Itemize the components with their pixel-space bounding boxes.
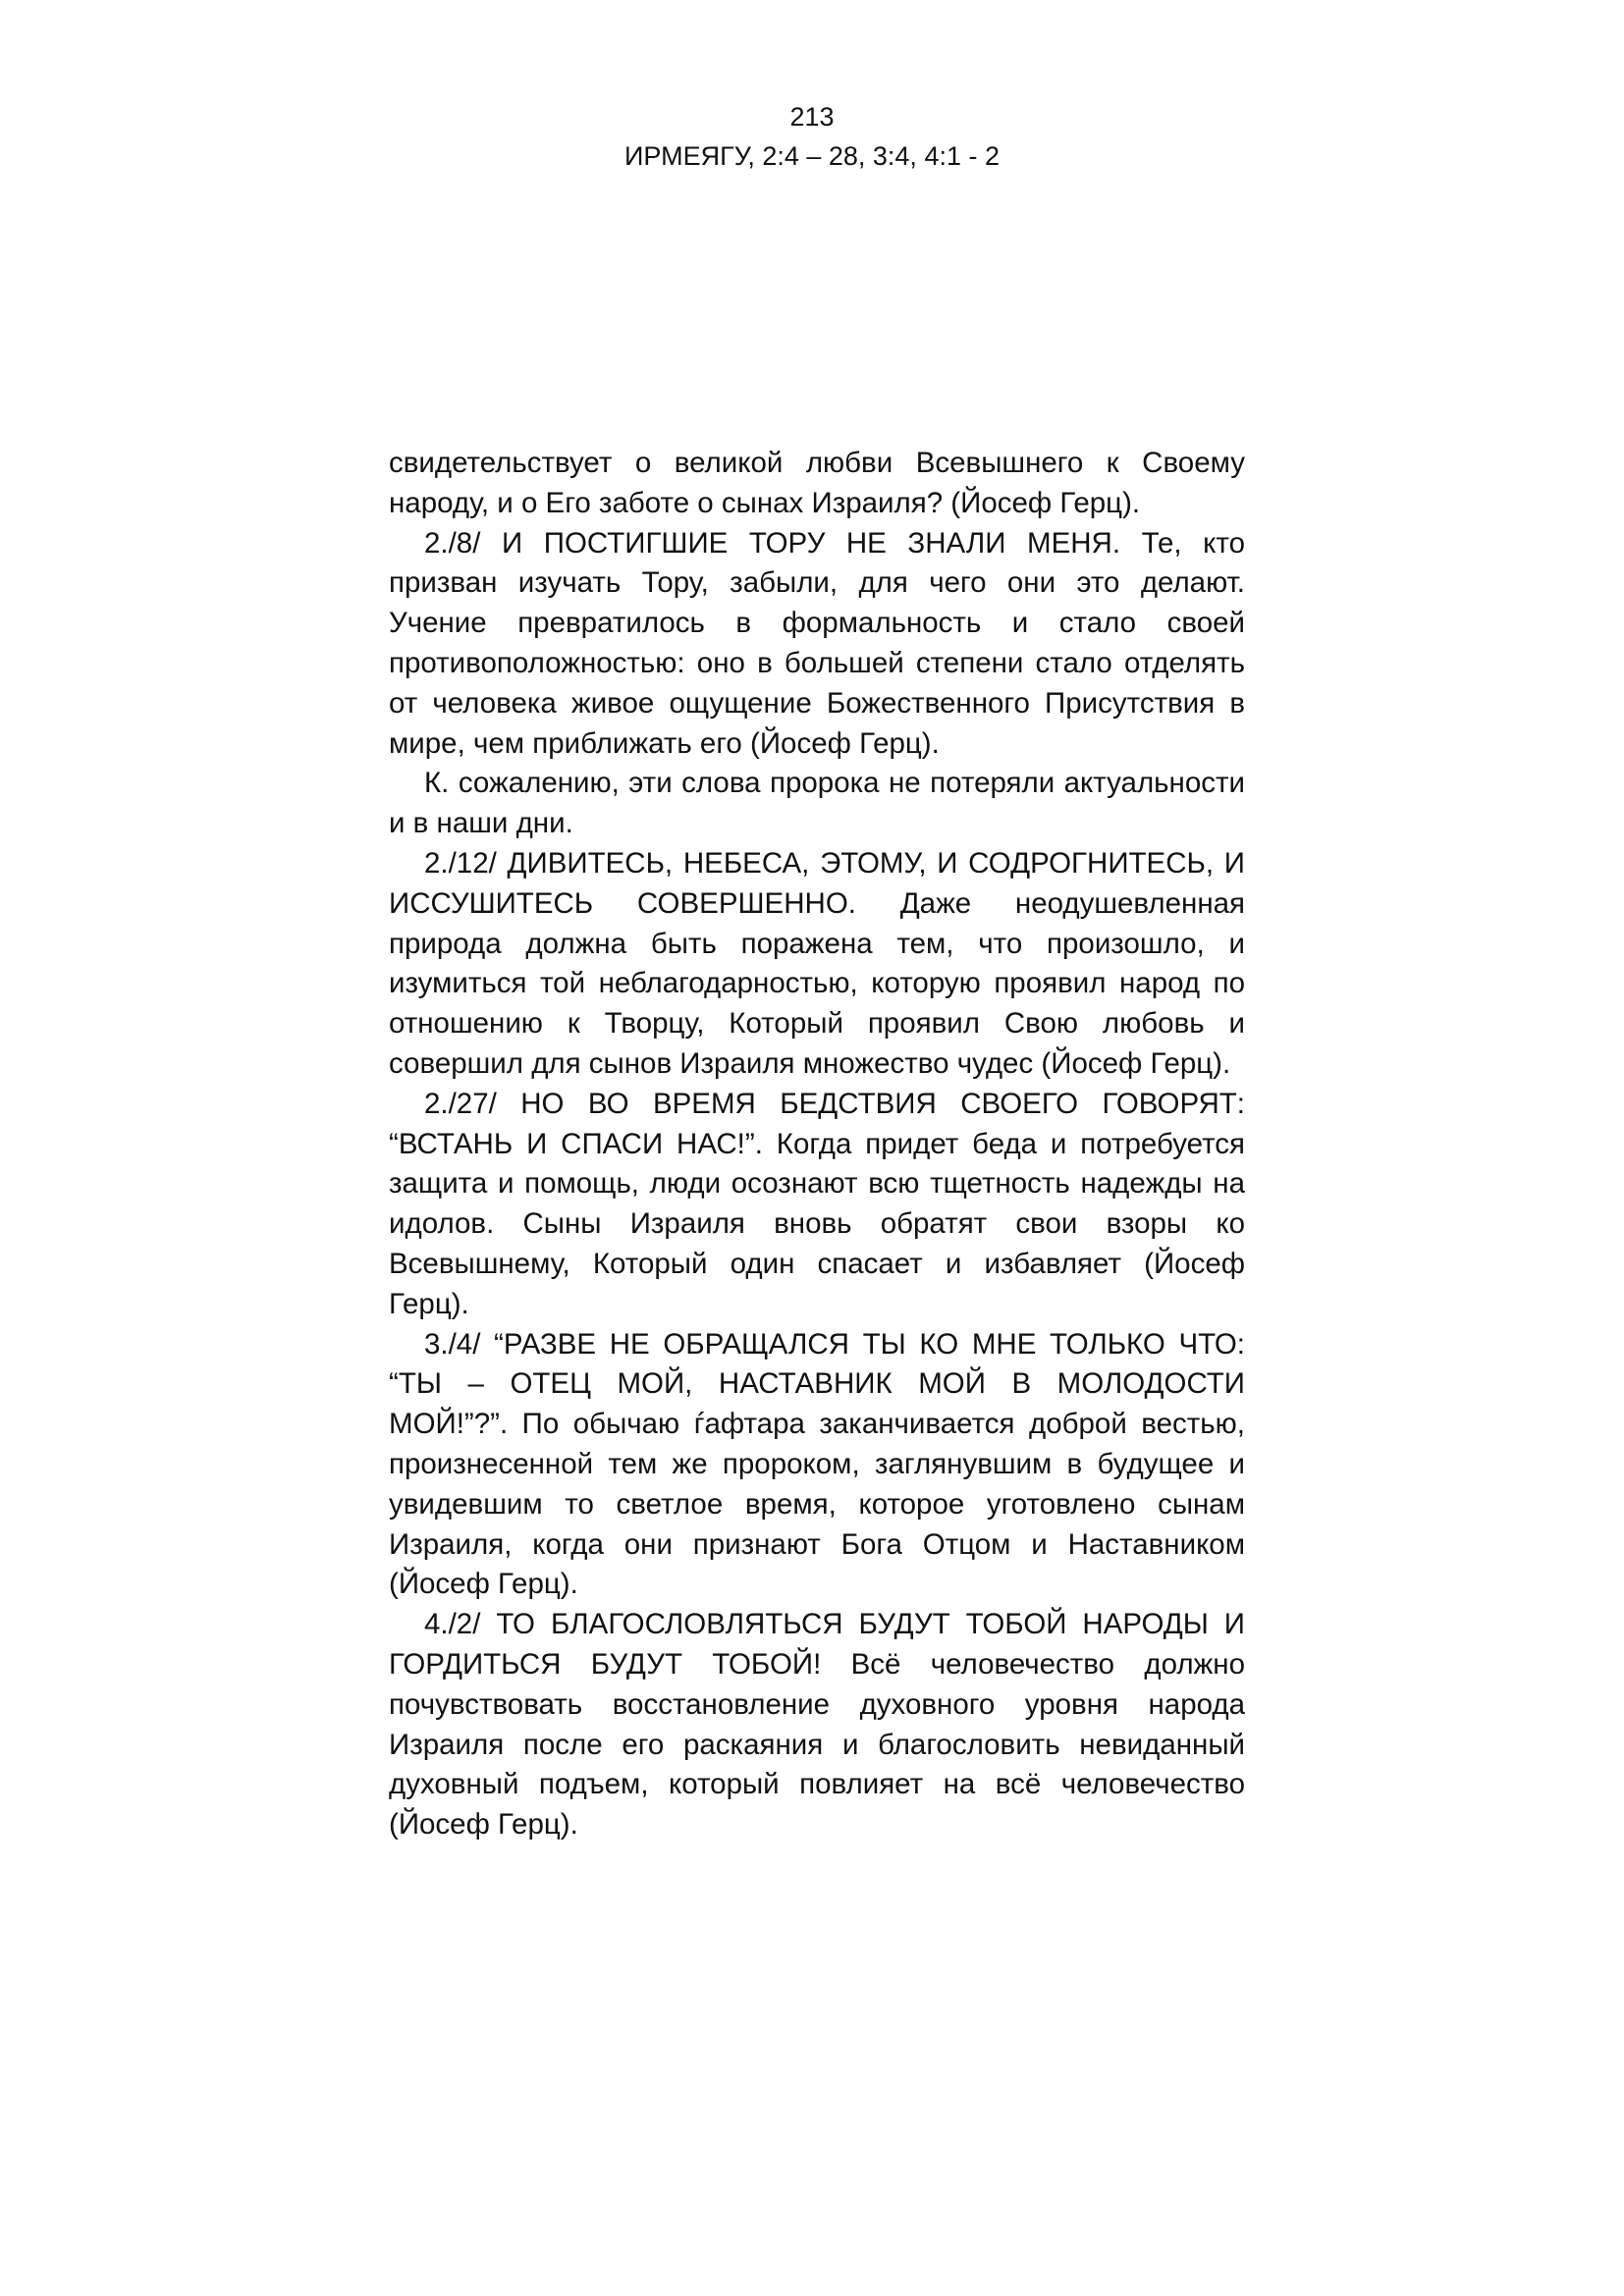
running-title: ИРМЕЯГУ, 2:4 – 28, 3:4, 4:1 - 2: [624, 141, 1000, 171]
paragraph-commentary-2-8: 2./8/ И ПОСТИГШИЕ ТОРУ НЕ ЗНАЛИ МЕНЯ. Те, кто призван изучать Тору, забыли, для чего они это делают. Учение превратилось в формальность и стало своей противоположностью: оно в большей степени стало отделять от человека живое ощущение Божественного Присутствия в мире, чем приближать его (Йосеф Герц).: [389, 526, 1245, 760]
paragraph-commentary-3-4: 3./4/ “РАЗВЕ НЕ ОБРАЩАЛСЯ ТЫ КО МНЕ ТОЛЬКО ЧТО: “ТЫ – ОТЕЦ МОЙ, НАСТАВНИК МОЙ В МОЛОДОСТИ МОЙ!”?”. По обычаю ѓафтара заканчивается доброй вестью, произнесенной тем же пророком, заглянувшим в будущее и увидевшим то светлое время, которое уготовлено сынам Израиля, когда они признают Бога Отцом и Наставником (Йосеф Герц).: [389, 1327, 1245, 1601]
body-text: [389, 444, 1245, 1845]
page-number: 213: [789, 102, 835, 132]
paragraph-continuation: свидетельствует о великой любви Всевышнего к Своему народу, и о Его заботе о сынах Израиля? (Йосеф Герц).: [389, 447, 1245, 519]
paragraph-commentary-2-12: 2./12/ ДИВИТЕСЬ, НЕБЕСА, ЭТОМУ, И СОДРОГНИТЕСЬ, И ИССУШИТЕСЬ СОВЕРШЕННО. Даже неодушевленная природа должна быть поражена тем, что произошло, и изумиться той неблагодарностью, которую проявил народ по отношению к Творцу, Который проявил Свою любовь и совершил для сынов Израиля множество чудес (Йосеф Герц).: [389, 846, 1245, 1080]
paragraph-remark: К. сожалению, эти слова пророка не потеряли актуальности и в наши дни.: [389, 767, 1245, 840]
paragraph-commentary-4-2: 4./2/ ТО БЛАГОСЛОВЛЯТЬСЯ БУДУТ ТОБОЙ НАРОДЫ И ГОРДИТЬСЯ БУДУТ ТОБОЙ! Всё человечество должно почувствовать восстановление духовного уровня народа Израиля после его раскаяния и благословить невиданный духовный подъем, который повлияет на всё человечество (Йосеф Герц).: [389, 1608, 1245, 1842]
paragraph-commentary-2-27: 2./27/ НО ВО ВРЕМЯ БЕДСТВИЯ СВОЕГО ГОВОРЯТ: “ВСТАНЬ И СПАСИ НАС!”. Когда придет беда и потребуется защита и помощь, люди осознают всю тщетность надежды на идолов. Сыны Израиля вновь обратят свои взоры ко Всевышнему, Который один спасает и избавляет (Йосеф Герц).: [389, 1087, 1245, 1320]
